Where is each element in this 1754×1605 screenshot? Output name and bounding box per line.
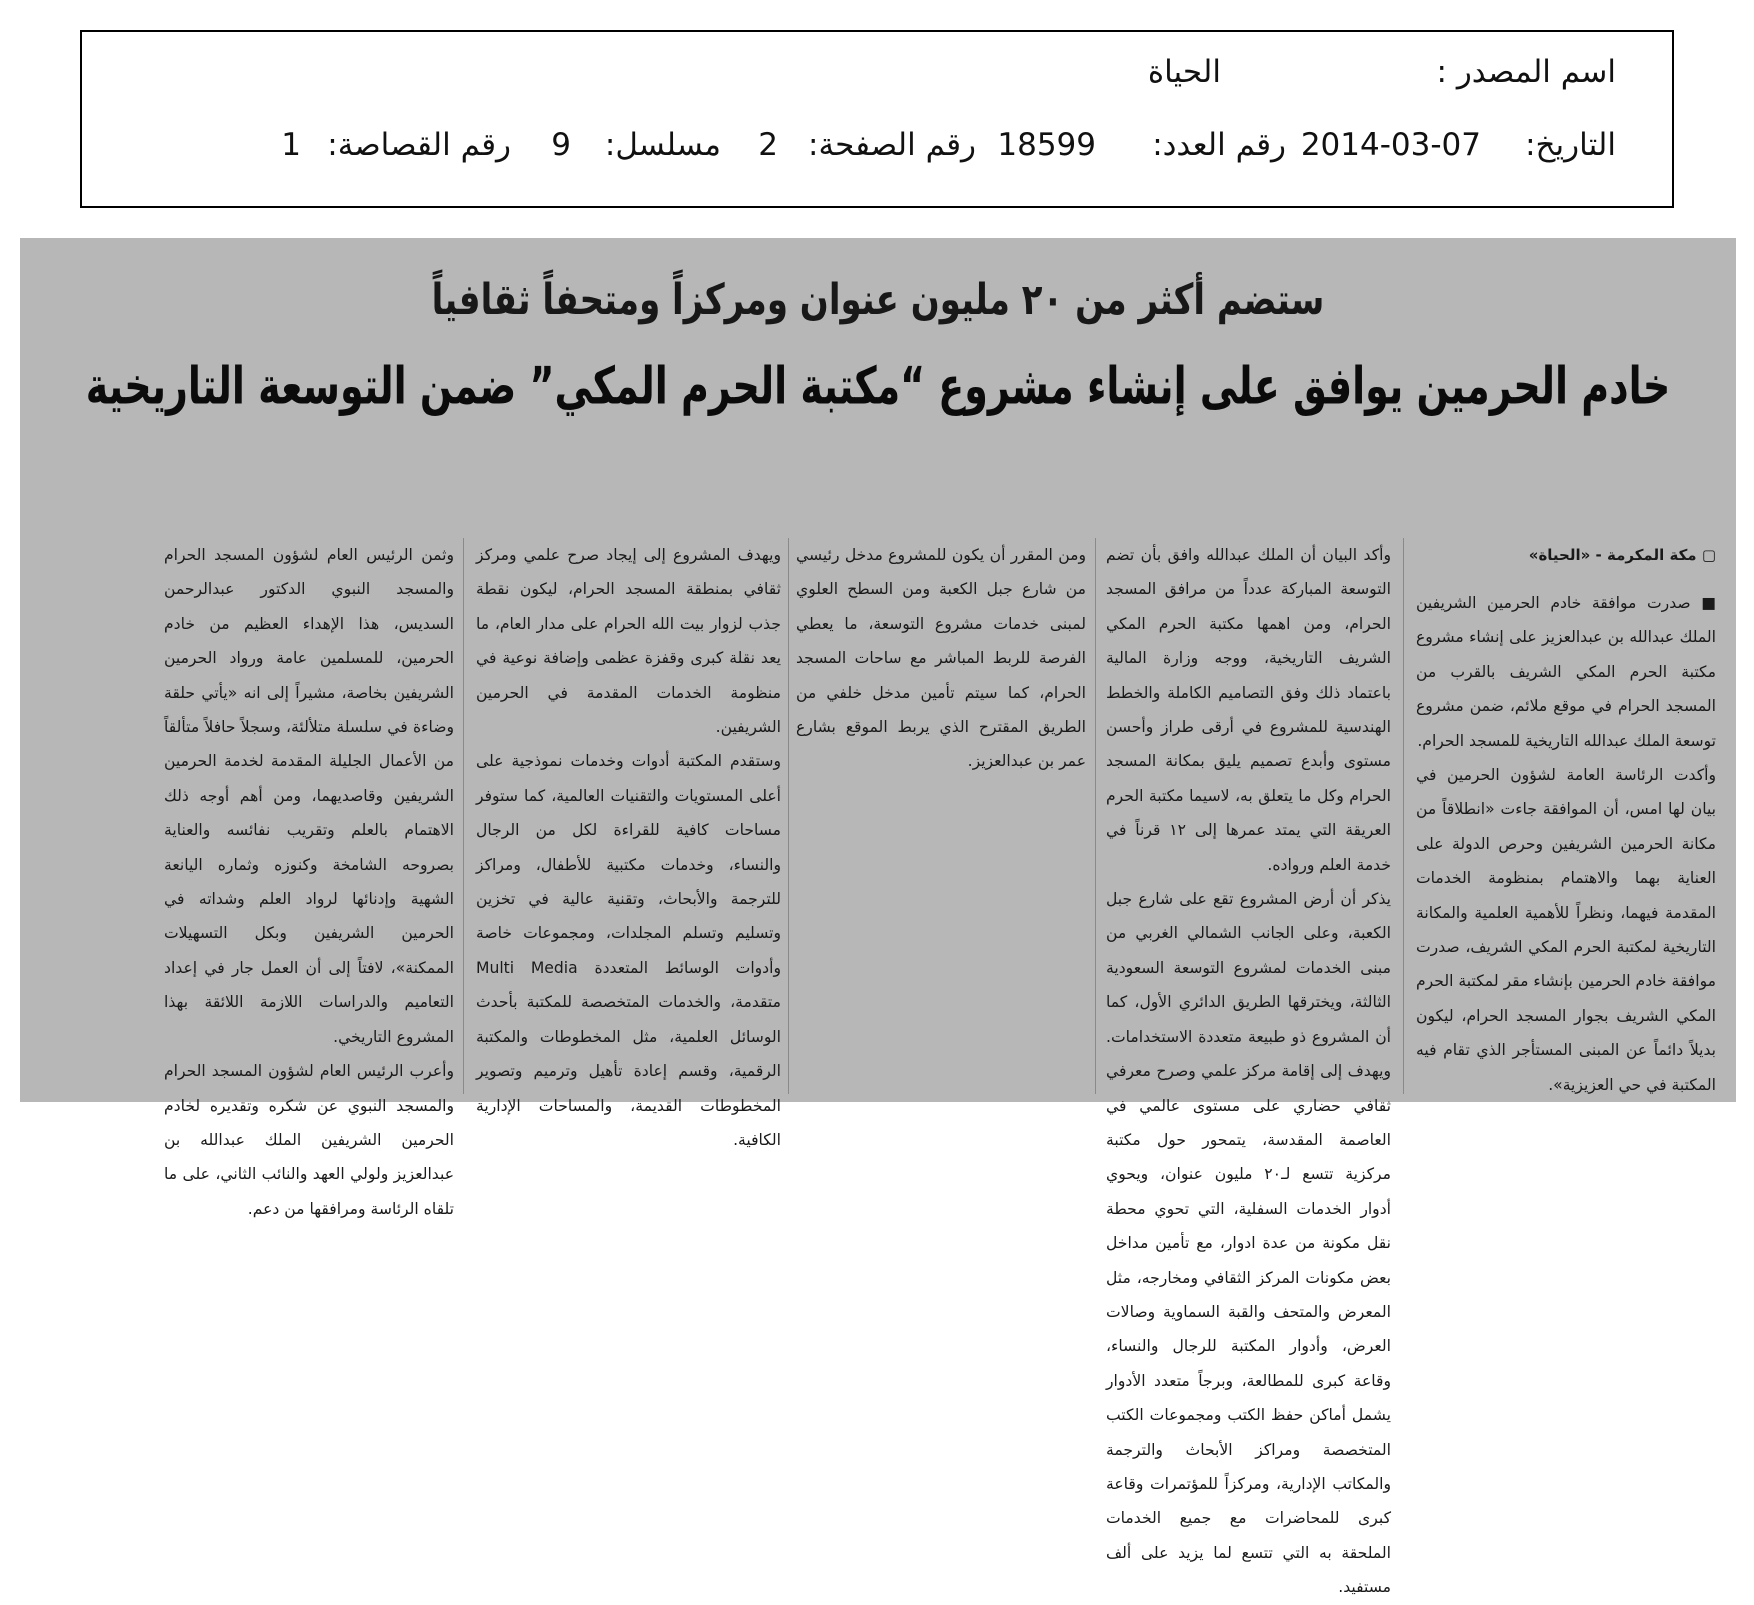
column-divider [1403,538,1404,1094]
article-paragraph: ويهدف المشروع إلى إيجاد صرح علمي ومركز ثقافي بمنطقة المسجد الحرام، ليكون نقطة جذب لزوار بيت الله الحرام على مدار العام، ما يعد نقلة كبرى وقفزة عظمى وإضافة نوعية في منظومة الخدمات المقدمة في الحرمين الشريفين. [476,546,781,737]
date-value: 2014-03-07 [1300,127,1481,163]
article-byline: ▢ مكة المكرمة - «الحياة» [1528,546,1716,564]
issue-info-line [136,127,1616,167]
article-paragraph: ■ صدرت موافقة خادم الحرمين الشريفين الملك عبدالله بن عبدالعزيز على إنشاء مشروع مكتبة الحرم المكي الشريف بالقرب من المسجد الحرام في موقع ملائم، ضمن مشروع توسعة الملك عبدالله التاريخية للمسجد الحرام. [1416,594,1716,750]
article-body [40,538,1716,1597]
clip-label: رقم القصاصة: [327,127,511,163]
article-column-5 [164,538,454,1218]
article-column-2 [1106,538,1391,1597]
date-label: التاريخ: [1525,127,1616,163]
column-divider [1095,538,1096,1094]
newspaper-clipping [20,238,1736,1597]
column-divider [788,538,789,1094]
article-headline: خادم الحرمين يوافق على إنشاء مشروع “مكتبة الحرم المكي” ضمن التوسعة التاريخية [85,356,1671,416]
article-paragraph: وأكد البيان أن الملك عبدالله وافق بأن تضم التوسعة المباركة عدداً من مرافق المسجد الحرام، ومن اهمها مكتبة الحرم المكي الشريف التاريخية، ووجه وزارة المالية باعتماد ذلك وفق التصاميم الكاملة والخطط الهندسية للمشروع في أرقى طراز وأحسن مستوى وأبدع تصميم يليق بمكانة المسجد الحرام وكل ما يتعلق به، لاسيما مكتبة الحرم العريقة التي يمتد عمرها إلى ١٢ قرناً في خدمة العلم ورواده. [1106,546,1391,874]
article-column-4 [476,538,781,1149]
article-paragraph: وأكدت الرئاسة العامة لشؤون الحرمين في بيان لها امس، أن الموافقة جاءت «انطلاقاً من مكانة الحرمين الشريفين وحرص الدولة على العناية بهما والاهتمام بمنظومة الخدمات المقدمة فيهما، ونظراً للأهمية العلمية والمكانة التاريخية لمكتبة الحرم المكي الشريف، صدرت موافقة خادم الحرمين بإنشاء مقر لمكتبة الحرم المكي الشريف بجوار المسجد الحرام، ليكون بديلاً دائماً عن المبنى المستأجر الذي تقام فيه المكتبة في حي العزيزية». [1416,766,1716,1094]
article-paragraph: يذكر أن أرض المشروع تقع على شارع جبل الكعبة، وعلى الجانب الشمالي الغربي من مبنى الخدمات لمشروع التوسعة السعودية الثالثة، ويخترقها الطريق الدائري الأول، كما أن المشروع ذو طبيعة متعددة الاستخدامات. ويهدف إلى إقامة مركز علمي وصرح معرفي ثقافي حضاري على مستوى عالمي في العاصمة المقدسة، يتمحور حول مكتبة مركزية تتسع لـ٢٠ مليون عنوان، ويحوي أدوار الخدمات السفلية، التي تحوي محطة نقل مكونة من عدة ادوار، مع تأمين مداخل بعض مكونات المركز الثقافي ومخارجه، مثل المعرض والمتحف والقبة السماوية وصالات العرض، وأدوار المكتبة للرجال والنساء، وقاعة كبرى للمطالعة، وبرجاً متعدد الأدوار يشمل أماكن حفظ الكتب ومجموعات الكتب المتخصصة ومراكز الأبحاث والترجمة والمكاتب الإدارية، ومركزاً للمؤتمرات وقاعة كبرى للمحاضرات مع جميع الخدمات الملحقة به التي تتسع لما يزيد على ألف مستفيد. [1106,890,1391,1597]
clipping-metadata-box [80,30,1674,208]
article-paragraph: وأعرب الرئيس العام لشؤون المسجد الحرام والمسجد النبوي عن شكره وتقديره لخادم الحرمين الشريفين الملك عبدالله بن عبدالعزيز ولولي العهد والنائب الثاني، على ما تلقاه الرئاسة ومرافقها من دعم. [164,1062,454,1218]
source-line [136,54,1616,94]
source-value: الحياة [1147,54,1221,90]
article-column-1 [1416,538,1716,1094]
issue-label: رقم العدد: [1152,127,1286,163]
article-paragraph: ومن المقرر أن يكون للمشروع مدخل رئيسي من شارع جبل الكعبة ومن السطح العلوي لمبنى خدمات مشروع التوسعة، ما يعطي الفرصة للربط المباشر مع ساحات المسجد الحرام، كما سيتم تأمين مدخل خلفي من الطريق المقترح الذي يربط الموقع بشارع عمر بن عبدالعزيز. [796,546,1086,771]
source-label: اسم المصدر : [1436,54,1616,90]
article-paragraph: وستقدم المكتبة أدوات وخدمات نموذجية على أعلى المستويات والتقنيات العالمية، كما ستوفر مساحات كافية للقراءة لكل من الرجال والنساء، وخدمات مكتبية للأطفال، ومراكز للترجمة والأبحاث، وتقنية عالية في تخزين وتسليم وتسلم المجلدات، ومجموعات خاصة وأدوات الوسائط المتعددة Multi Media متقدمة، والخدمات المتخصصة للمكتبة بأحدث الوسائل العلمية، مثل المخطوطات والمكتبة الرقمية، وقسم إعادة تأهيل وترميم وتصوير المخطوطات القديمة، والمساحات الإدارية الكافية. [476,752,781,1149]
page-label: رقم الصفحة: [808,127,976,163]
issue-value: 18599 [997,127,1096,163]
article-paragraph: وثمن الرئيس العام لشؤون المسجد الحرام والمسجد النبوي الدكتور عبدالرحمن السديس، هذا الإهداء العظيم من خادم الحرمين، للمسلمين عامة ورواد الحرمين الشريفين بخاصة، مشيراً إلى انه «يأتي حلقة وضاءة في سلسلة متلألئة، وسجلاً حافلاً متألقاً من الأعمال الجليلة المقدمة لخدمة الحرمين الشريفين وقاصديهما، ومن أهم أوجه ذلك الاهتمام بالعلم وتقريب نفائسه والعناية بصروحه الشامخة وكنوزه وثماره اليانعة الشهية وإدنائها لرواد العلم وشداته في الحرمين الشريفين وبكل التسهيلات الممكنة»، لافتاً إلى أن العمل جار في إعداد التعاميم والدراسات اللازمة اللائقة بهذا المشروع التاريخي. [164,546,454,1046]
article-kicker: ستضم أكثر من ٢٠ مليون عنوان ومركزاً ومتحفاً ثقافياً [431,275,1325,325]
serial-value: 9 [551,127,571,163]
clip-value: 1 [281,127,301,163]
page-value: 2 [758,127,778,163]
article-column-3 [796,538,1086,1094]
serial-label: مسلسل: [604,127,721,163]
column-divider [463,538,464,1094]
